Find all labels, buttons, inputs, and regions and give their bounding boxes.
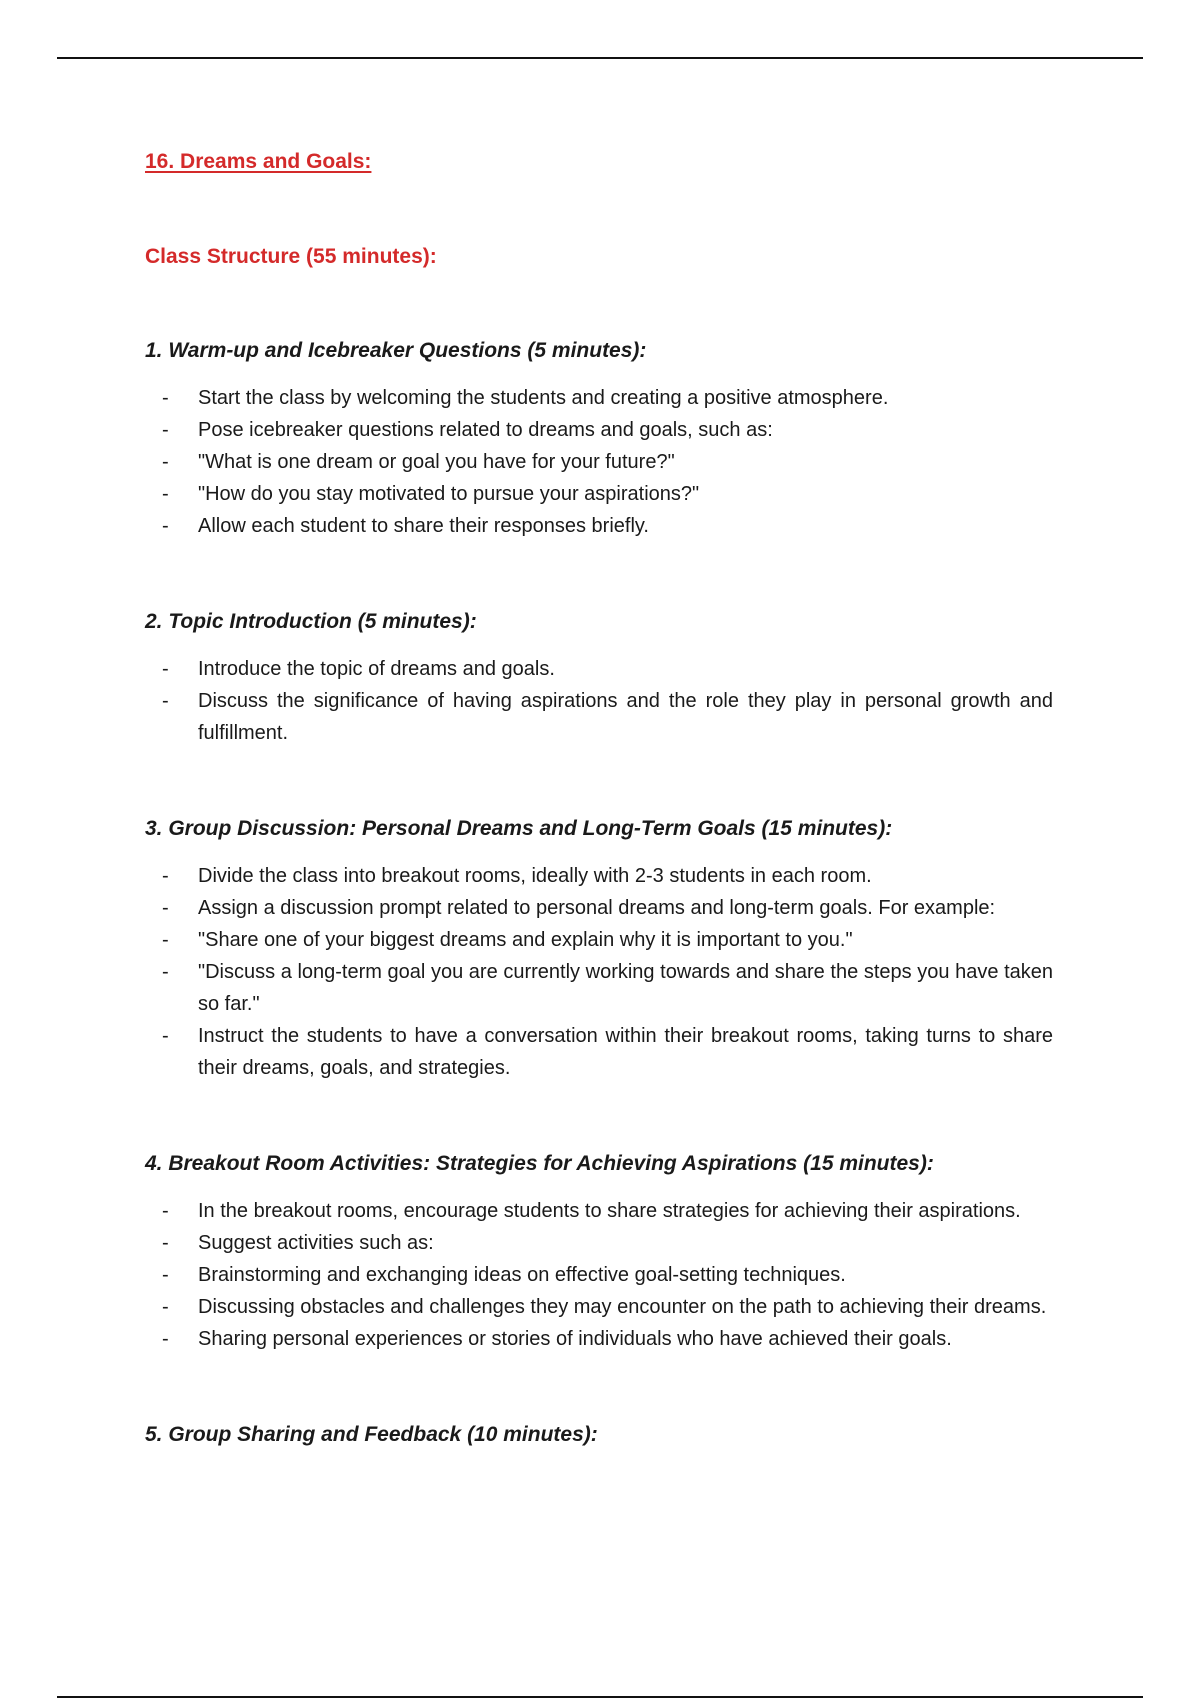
list-item: - Discussing obstacles and challenges they may encounter on the path to achieving their dreams. [162, 1296, 1047, 1318]
bullet-list [145, 653, 1053, 749]
bullet-list [145, 860, 1053, 1084]
list-item: - Allow each student to share their responses briefly. [162, 515, 649, 537]
document-title: 16. Dreams and Goals: [145, 150, 372, 173]
section-heading: 4. Breakout Room Activities: Strategies for Achieving Aspirations (15 minutes): [145, 1152, 934, 1175]
section-heading: 5. Group Sharing and Feedback (10 minutes): [145, 1423, 598, 1446]
list-item: - Divide the class into breakout rooms, ideally with 2-3 students in each room. [162, 865, 872, 887]
section-group-sharing [145, 1421, 1053, 1449]
section-heading: 2. Topic Introduction (5 minutes): [145, 610, 477, 633]
list-item: - "How do you stay motivated to pursue your aspirations?" [162, 483, 700, 505]
section-warm-up [145, 337, 1053, 542]
class-structure-heading: Class Structure (55 minutes): [145, 245, 437, 268]
bullet-list [145, 1195, 1053, 1355]
list-item: - "Discuss a long-term goal you are currently working towards and share the steps you have taken so far." [162, 961, 1053, 1015]
list-item: - Pose icebreaker questions related to dreams and goals, such as: [162, 419, 773, 441]
list-item: - Introduce the topic of dreams and goals. [162, 658, 555, 680]
section-breakout-activities [145, 1150, 1053, 1355]
list-item: - Discuss the significance of having aspirations and the role they play in personal growth and fulfillment. [162, 690, 1053, 744]
document-body [145, 140, 1053, 1449]
list-item: - "What is one dream or goal you have for your future?" [162, 451, 675, 473]
section-heading: 3. Group Discussion: Personal Dreams and Long-Term Goals (15 minutes): [145, 817, 893, 840]
section-topic-introduction [145, 608, 1053, 749]
section-heading: 1. Warm-up and Icebreaker Questions (5 minutes): [145, 339, 647, 362]
list-item: - Suggest activities such as: [162, 1232, 434, 1254]
section-group-discussion [145, 815, 1053, 1084]
page-bottom-rule [57, 1696, 1143, 1698]
list-item: - "Share one of your biggest dreams and explain why it is important to you." [162, 929, 853, 951]
list-item: - Instruct the students to have a conversation within their breakout rooms, taking turns to share their dreams, goals, and strategies. [162, 1025, 1053, 1079]
bullet-list [145, 382, 1053, 542]
list-item: - Brainstorming and exchanging ideas on effective goal-setting techniques. [162, 1264, 846, 1286]
list-item: - In the breakout rooms, encourage students to share strategies for achieving their aspirations. [162, 1200, 1021, 1222]
list-item: - Assign a discussion prompt related to personal dreams and long-term goals. For example: [162, 897, 996, 919]
list-item: - Sharing personal experiences or stories of individuals who have achieved their goals. [162, 1328, 952, 1350]
page-top-rule [57, 57, 1143, 59]
list-item: - Start the class by welcoming the students and creating a positive atmosphere. [162, 387, 889, 409]
